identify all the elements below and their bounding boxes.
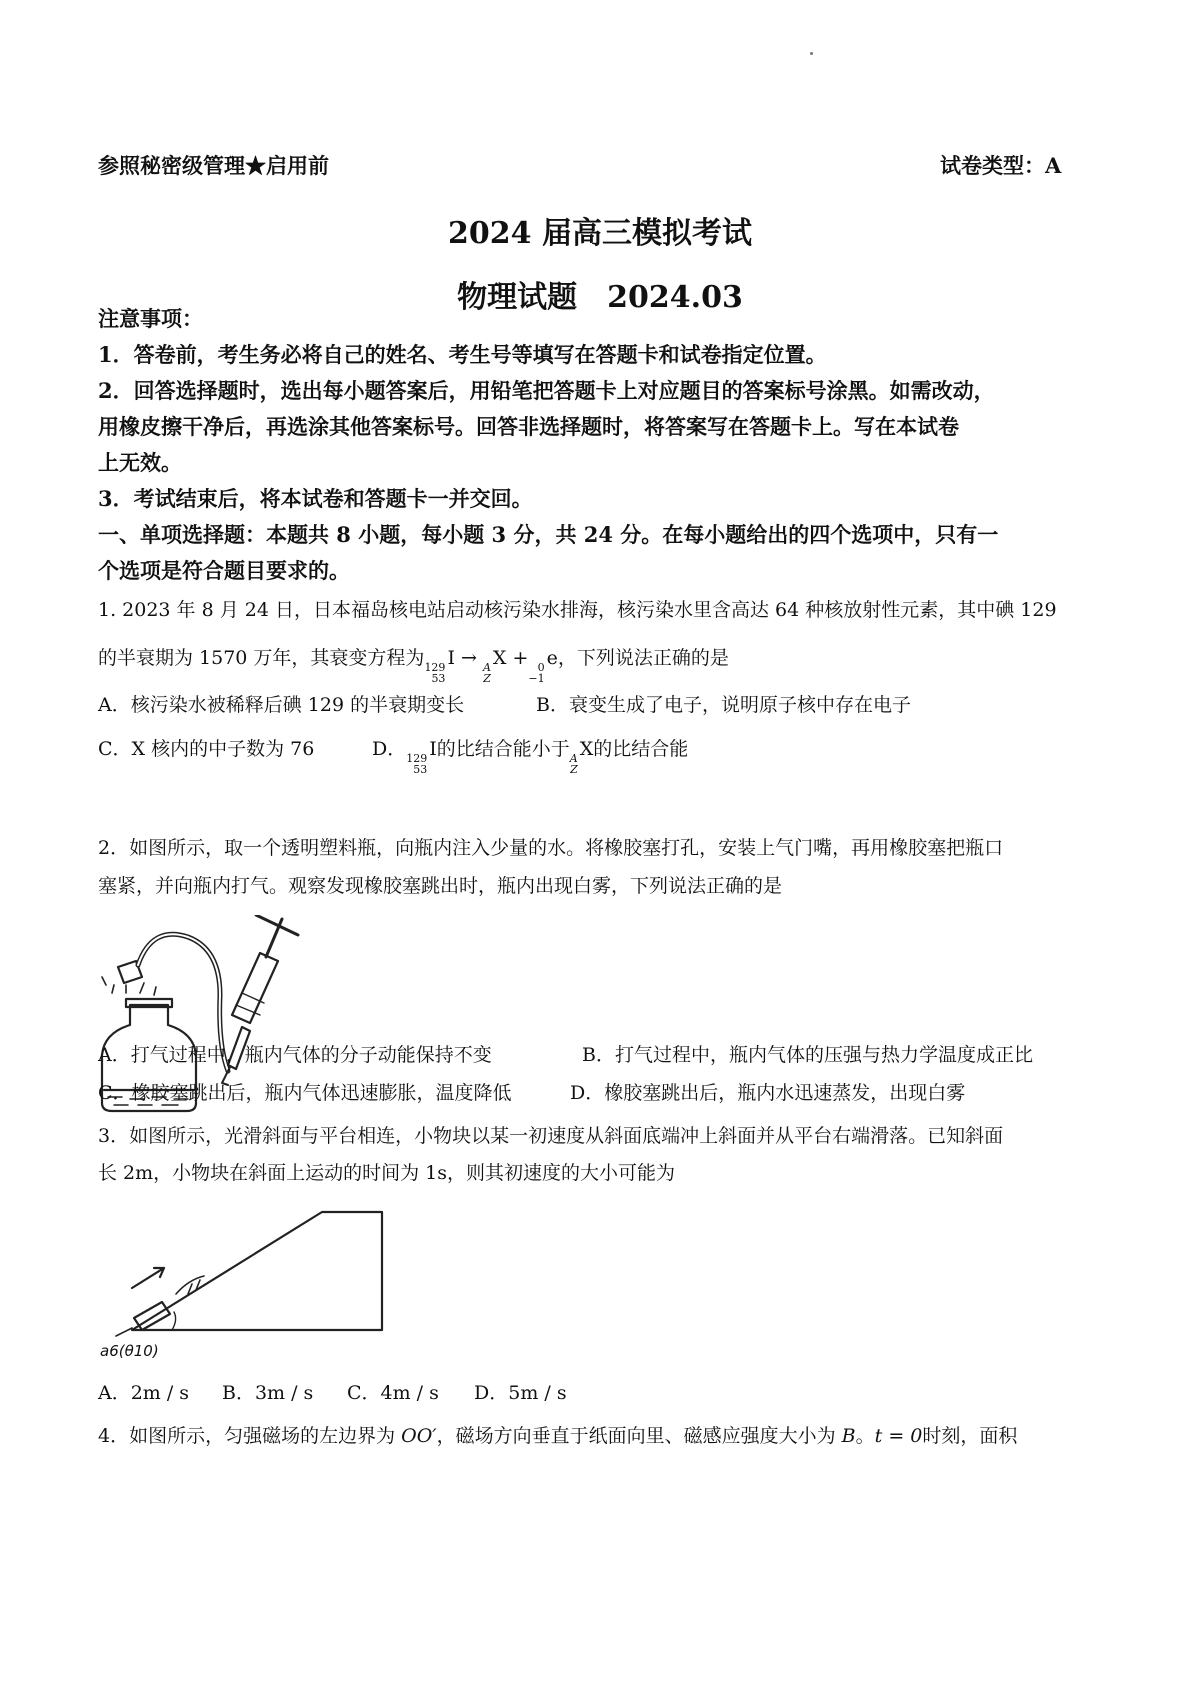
note-item-2-line1: 2．回答选择题时，选出每小题答案后，用铅笔把答题卡上对应题目的答案标号涂黑。如需改动， — [98, 378, 995, 403]
boundary-symbol: OO′ — [401, 1425, 437, 1447]
time-zero: t = 0 — [874, 1425, 923, 1447]
q3-stem-line1: 3．如图所示，光滑斜面与平台相连，小物块以某一初速度从斜面底端冲上斜面并从平台右端滑落。已知斜面 — [98, 1125, 1004, 1147]
q2-option-c: C．橡胶塞跳出后，瓶内气体迅速膨胀，温度降低 — [98, 1082, 512, 1104]
note-item-2-line2: 用橡皮擦干净后，再选涂其他答案标号。回答非选择题时，将答案写在答题卡上。写在本试卷 — [98, 414, 959, 439]
q3-option-d: D．5m / s — [474, 1382, 567, 1404]
section1-instruction-line1: 一、单项选择题：本题共 8 小题，每小题 3 分，共 24 分。在每小题给出的四个选项中，只有一 — [98, 522, 999, 547]
q1-option-b: B．衰变生成了电子，说明原子核中存在电子 — [536, 694, 911, 716]
q1-option-c: C．X 核内的中子数为 76 — [98, 738, 315, 760]
q2-option-b: B．打气过程中，瓶内气体的压强与热力学温度成正比 — [582, 1044, 1033, 1066]
block — [134, 1302, 170, 1330]
paper-type-label: 试卷类型：A — [940, 153, 1062, 178]
subject-title: 物理试题 — [457, 280, 578, 315]
note-item-1: 1．答卷前，考生务必将自己的姓名、考生号等填写在答题卡和试卷指定位置。 — [98, 342, 827, 367]
q1-stem-line2: 的半衰期为 1570 万年，其衰变方程为 129 53 I → A Z X + 0 −1 e，下列说法正确的是 — [98, 647, 729, 685]
electron-nuclide: 0 −1 — [528, 661, 545, 685]
figure-caption: a6(θ10) — [100, 1342, 159, 1360]
q1-stem-line1: 1. 2023 年 8 月 24 日，日本福岛核电站启动核污染水排海，核污染水里含高达 64 种核放射性元素，其中碘 129 — [98, 599, 1057, 621]
q2-option-d: D．橡胶塞跳出后，瓶内水迅速蒸发，出现白雾 — [570, 1082, 966, 1104]
q2-option-a: A．打气过程中，瓶内气体的分子动能保持不变 — [98, 1044, 492, 1066]
notes-heading: 注意事项： — [98, 306, 203, 331]
note-item-3: 3．考试结束后，将本试卷和答题卡一并交回。 — [98, 486, 533, 511]
q3-option-a: A．2m / s — [98, 1382, 190, 1404]
q3-stem-line2: 长 2m，小物块在斜面上运动的时间为 1s，则其初速度的大小可能为 — [98, 1162, 676, 1184]
incline-figure — [92, 1210, 392, 1350]
confidentiality-label: 参照秘密级管理★启用前 — [98, 153, 329, 178]
q2-stem-line2: 塞紧，并向瓶内打气。观察发现橡胶塞跳出时，瓶内出现白雾，下列说法正确的是 — [98, 875, 783, 897]
velocity-arrow — [132, 1268, 164, 1288]
q3-option-c: C．4m / s — [347, 1382, 439, 1404]
decay-arrow: → — [461, 647, 477, 669]
q4-stem-line1: 4．如图所示，匀强磁场的左边界为 OO′，磁场方向垂直于纸面向里、磁感应强度大小为 B。t = 0时刻，面积 — [98, 1425, 1018, 1447]
q3-option-b: B．3m / s — [222, 1382, 314, 1404]
exam-date: 2024.03 — [607, 280, 743, 315]
q1-option-d: D． 129 53 I的比结合能小于 A Z X的比结合能 — [372, 738, 689, 776]
iodine-nuclide: 129 53 — [424, 661, 446, 685]
q1-option-a: A．核污染水被稀释后碘 129 的半衰期变长 — [98, 694, 465, 716]
section1-instruction-line2: 个选项是符合题目要求的。 — [98, 558, 350, 583]
q2-stem-line1: 2．如图所示，取一个透明塑料瓶，向瓶内注入少量的水。将橡胶塞打孔，安装上气门嘴，再用橡胶塞把瓶口 — [98, 837, 1004, 859]
exam-title: 2024 届高三模拟考试 — [448, 216, 752, 251]
note-item-2-line3: 上无效。 — [98, 450, 182, 475]
x-nuclide: A Z — [482, 661, 491, 685]
scan-speck — [810, 52, 813, 55]
field-symbol: B — [841, 1425, 856, 1447]
